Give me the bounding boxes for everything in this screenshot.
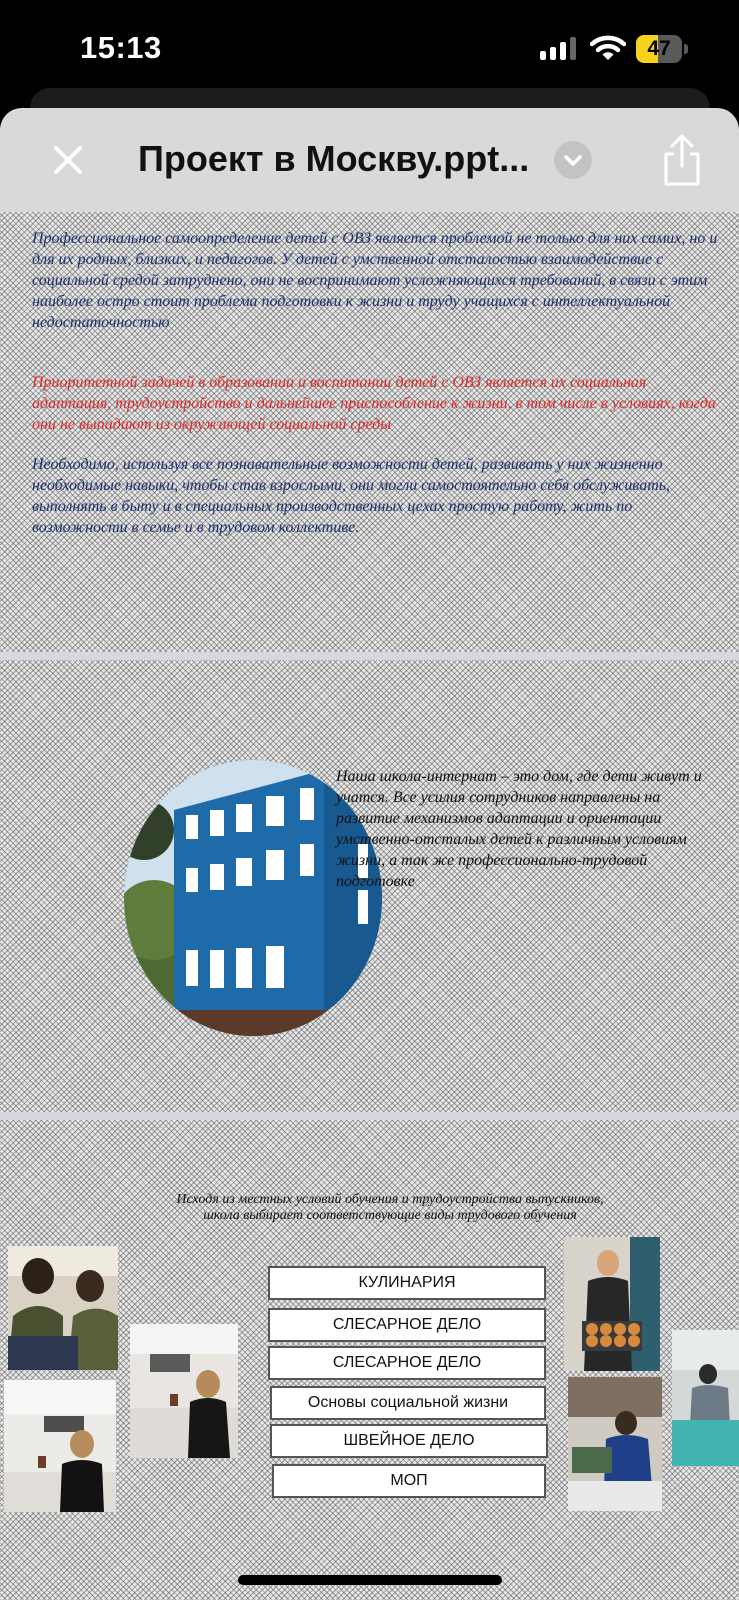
wifi-icon <box>590 34 626 62</box>
course-social-life: Основы социальной жизни <box>270 1386 546 1420</box>
title-menu-button[interactable] <box>554 141 592 179</box>
share-icon[interactable] <box>660 132 704 188</box>
status-time: 15:13 <box>80 30 162 65</box>
slide1-paragraph-1: Профессиональное самоопределение детей с ОВЗ является проблемой не только для них самих, но и для их родных, близких, и педагогов. У детей с умственной отсталостью взаимодействие с социальной средой затруднено, они не воспринимают усложняющихся требований, в связи с этим наиболее остро стоит проблема подготовки к жизни и труду учащихся с интеллектуальной недостаточностью <box>32 230 718 331</box>
course-metalwork: СЛЕСАРНОЕ ДЕЛО <box>268 1308 546 1342</box>
slide-divider <box>0 652 739 660</box>
photo-sewing-boy <box>568 1377 662 1511</box>
chevron-down-icon <box>554 141 592 179</box>
photo-baking-woman <box>564 1237 660 1371</box>
slide1-paragraph-2: Приоритетной задачей в образовании и воспитании детей с ОВЗ является их социальная адаптация, трудоустройство и дальнейшее приспособление к жизни, в том числе в условиях, когда они не выпадают из окружающей социальной среды <box>32 374 716 433</box>
slide-divider <box>0 1112 739 1120</box>
document-title[interactable]: Проект в Москву.ppt... <box>138 138 530 179</box>
close-icon[interactable] <box>46 138 90 182</box>
document-header <box>0 108 739 212</box>
slides-viewer[interactable] <box>0 212 739 1600</box>
course-metalwork-2: СЛЕСАРНОЕ ДЕЛО <box>268 1346 546 1380</box>
battery-level: 47 <box>647 37 671 60</box>
course-culinary: КУЛИНАРИЯ <box>268 1266 546 1300</box>
photo-metalwork-students <box>8 1246 118 1370</box>
school-description: Наша школа-интернат – это дом, где дети живут и учатся. Все усилия сотрудников направлены на развитие механизмов адаптации и ориентации умственно-отсталых детей к различным условиям жизни, а так же профессионально-трудовой подготовке <box>336 768 702 890</box>
slide3-intro-text: Исходя из местных условий обучения и трудоустройства выпускников, школа выбирает соответствующие виды трудового обучения <box>176 1192 604 1223</box>
home-indicator[interactable] <box>238 1575 502 1585</box>
course-sewing: ШВЕЙНОЕ ДЕЛО <box>270 1424 548 1458</box>
photo-kitchen-girl <box>130 1324 238 1458</box>
cellular-signal-icon <box>540 36 578 60</box>
photo-kitchen-girl-2 <box>4 1380 116 1512</box>
status-bar <box>0 0 739 100</box>
course-mop: МОП <box>272 1464 546 1498</box>
battery-icon <box>636 35 688 63</box>
slide1-paragraph-3: Необходимо, используя все познавательные возможности детей, развивать у них жизненно необходимые навыки, чтобы став взрослыми, они могли самостоятельно себя обслуживать, выполнять в быту и в специальных производственных цехах простую работу, жить по возможности в семье и в трудовом коллективе. <box>32 456 671 536</box>
photo-workshop <box>672 1330 739 1466</box>
